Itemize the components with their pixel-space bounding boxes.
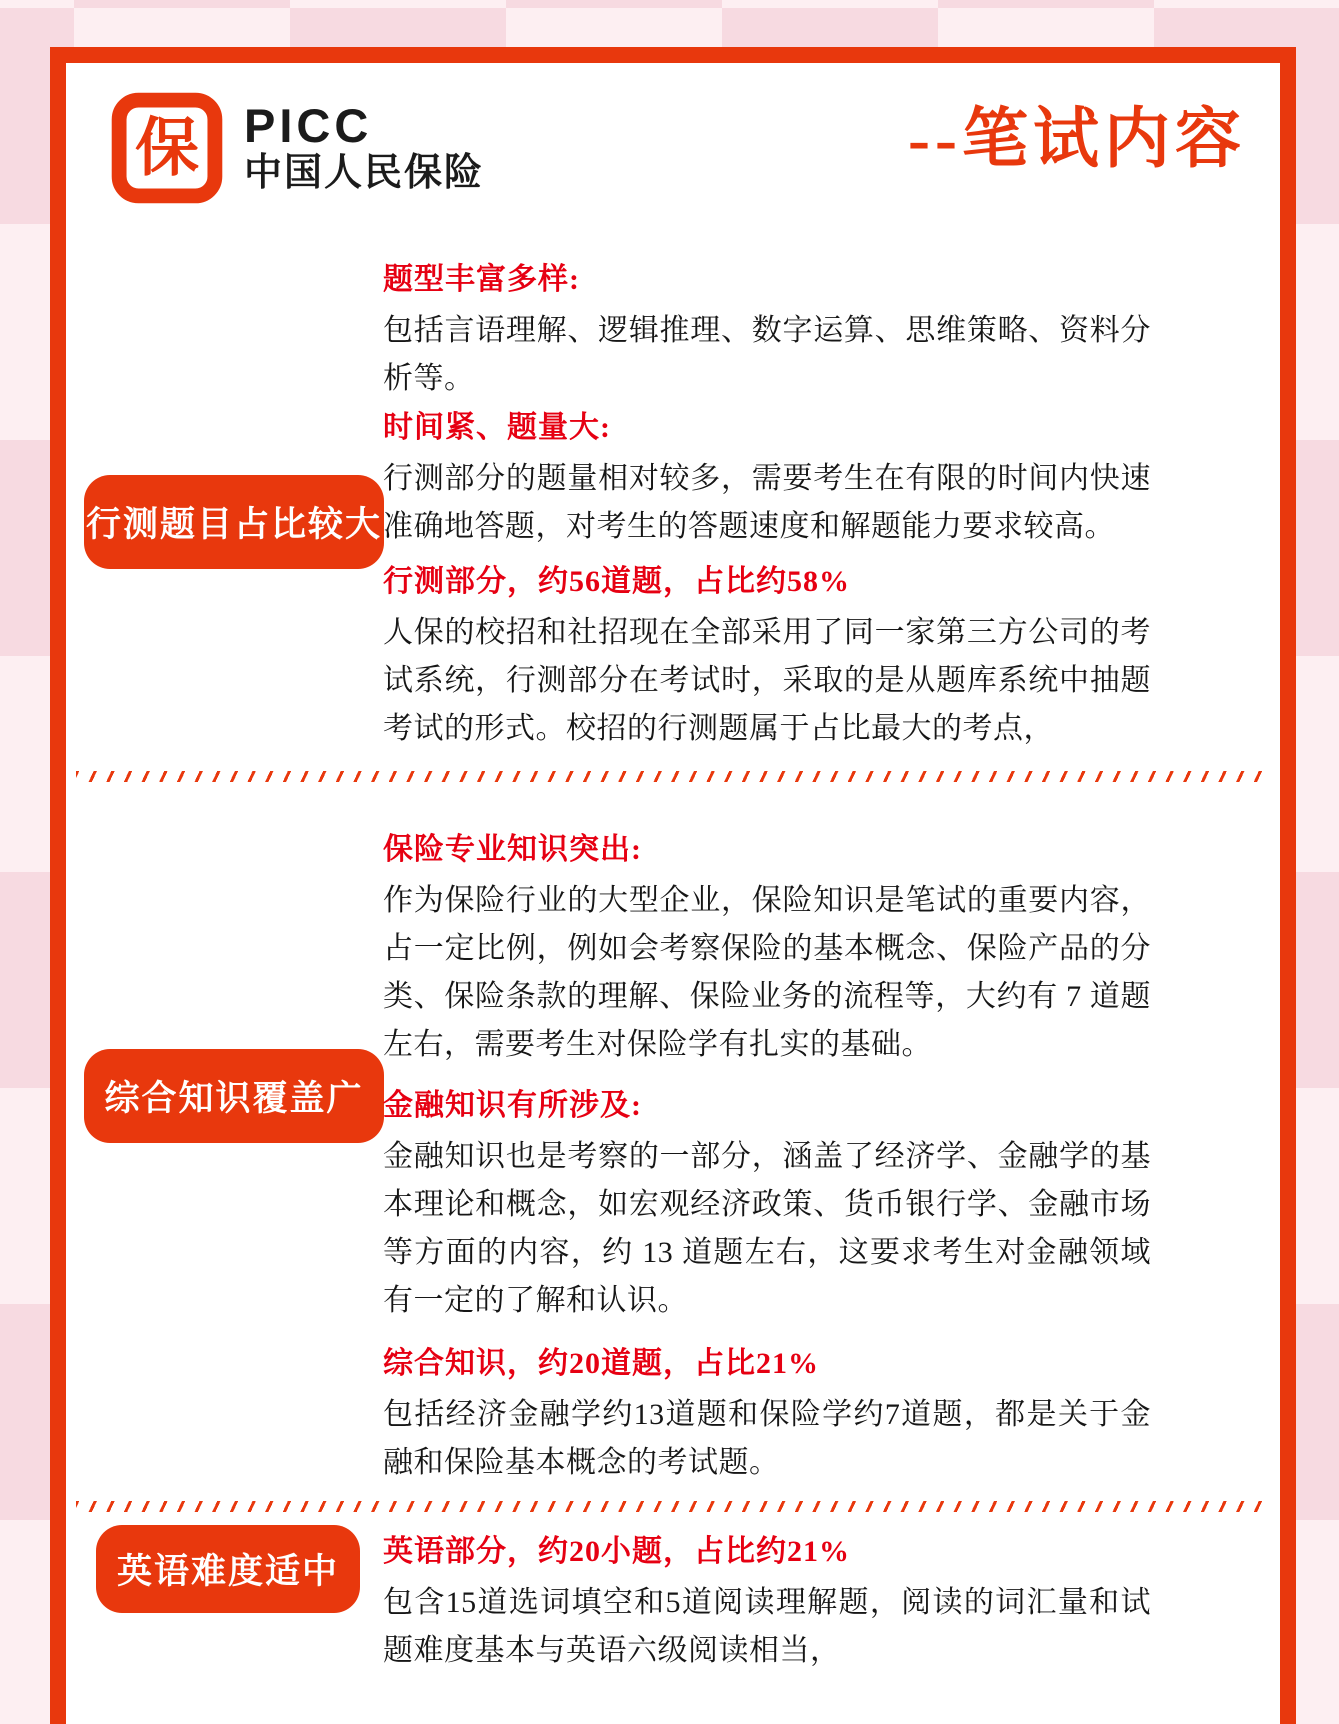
- block-heading: 行测部分，约56道题，占比约58%: [383, 565, 850, 598]
- block-insurance-knowledge: [383, 831, 1151, 1069]
- block-body: 行测部分的题量相对较多，需要考生在有限的时间内快速准确地答题，对考生的答题速度和解题能力要求较高。: [383, 462, 1151, 543]
- block-heading: 题型丰富多样:: [383, 263, 580, 296]
- block-time-pressure: [383, 409, 1151, 551]
- block-finance-knowledge: [383, 1087, 1151, 1325]
- block-body: 金融知识也是考察的一部分，涵盖了经济学、金融学的基本理论和概念，如宏观经济政策、货币银行学、金融市场等方面的内容，约 13 道题左右，这要求考生对金融领域有一定的了解和认识。: [383, 1140, 1151, 1317]
- block-heading: 英语部分，约20小题，占比约21%: [383, 1535, 850, 1568]
- picc-logo: [110, 91, 484, 205]
- block-heading: 综合知识，约20道题，占比21%: [383, 1347, 819, 1380]
- block-heading: 保险专业知识突出:: [383, 833, 642, 866]
- block-question-types: [383, 261, 1151, 403]
- block-heading: 金融知识有所涉及:: [383, 1089, 642, 1122]
- brand-wordmark: [244, 101, 484, 195]
- badge-english: 英语难度适中: [96, 1525, 360, 1613]
- page-title: --笔试内容: [908, 103, 1246, 176]
- badge-zonghe: 综合知识覆盖广: [84, 1049, 384, 1143]
- block-body: 包括言语理解、逻辑推理、数字运算、思维策略、资料分析等。: [383, 314, 1151, 395]
- block-body: 包含15道选词填空和5道阅读理解题，阅读的词汇量和试题难度基本与英语六级阅读相当，: [383, 1586, 1151, 1667]
- badge-xingce: 行测题目占比较大: [84, 475, 384, 569]
- block-body: 人保的校招和社招现在全部采用了同一家第三方公司的考试系统，行测部分在考试时，采取的是从题库系统中抽题考试的形式。校招的行测题属于占比最大的考点，: [383, 616, 1151, 745]
- brand-name-en: PICC: [244, 99, 373, 152]
- block-english-stats: [383, 1533, 1151, 1675]
- picc-seal-icon: [110, 91, 224, 205]
- dotted-divider: [76, 771, 1268, 782]
- block-zonghe-stats: [383, 1345, 1151, 1487]
- seal-character: 保: [135, 112, 199, 184]
- dotted-divider: [76, 1501, 1268, 1512]
- block-xingce-stats: [383, 563, 1151, 753]
- block-heading: 时间紧、题量大:: [383, 411, 611, 444]
- block-body: 包括经济金融学约13道题和保险学约7道题，都是关于金融和保险基本概念的考试题。: [383, 1398, 1151, 1479]
- block-body: 作为保险行业的大型企业，保险知识是笔试的重要内容，占一定比例，例如会考察保险的基本概念、保险产品的分类、保险条款的理解、保险业务的流程等，大约有 7 道题左右，需要考生对保险学有扎实的基础。: [383, 884, 1151, 1061]
- brand-name-zh: 中国人民保险: [244, 152, 485, 194]
- poster-card: [50, 47, 1296, 1724]
